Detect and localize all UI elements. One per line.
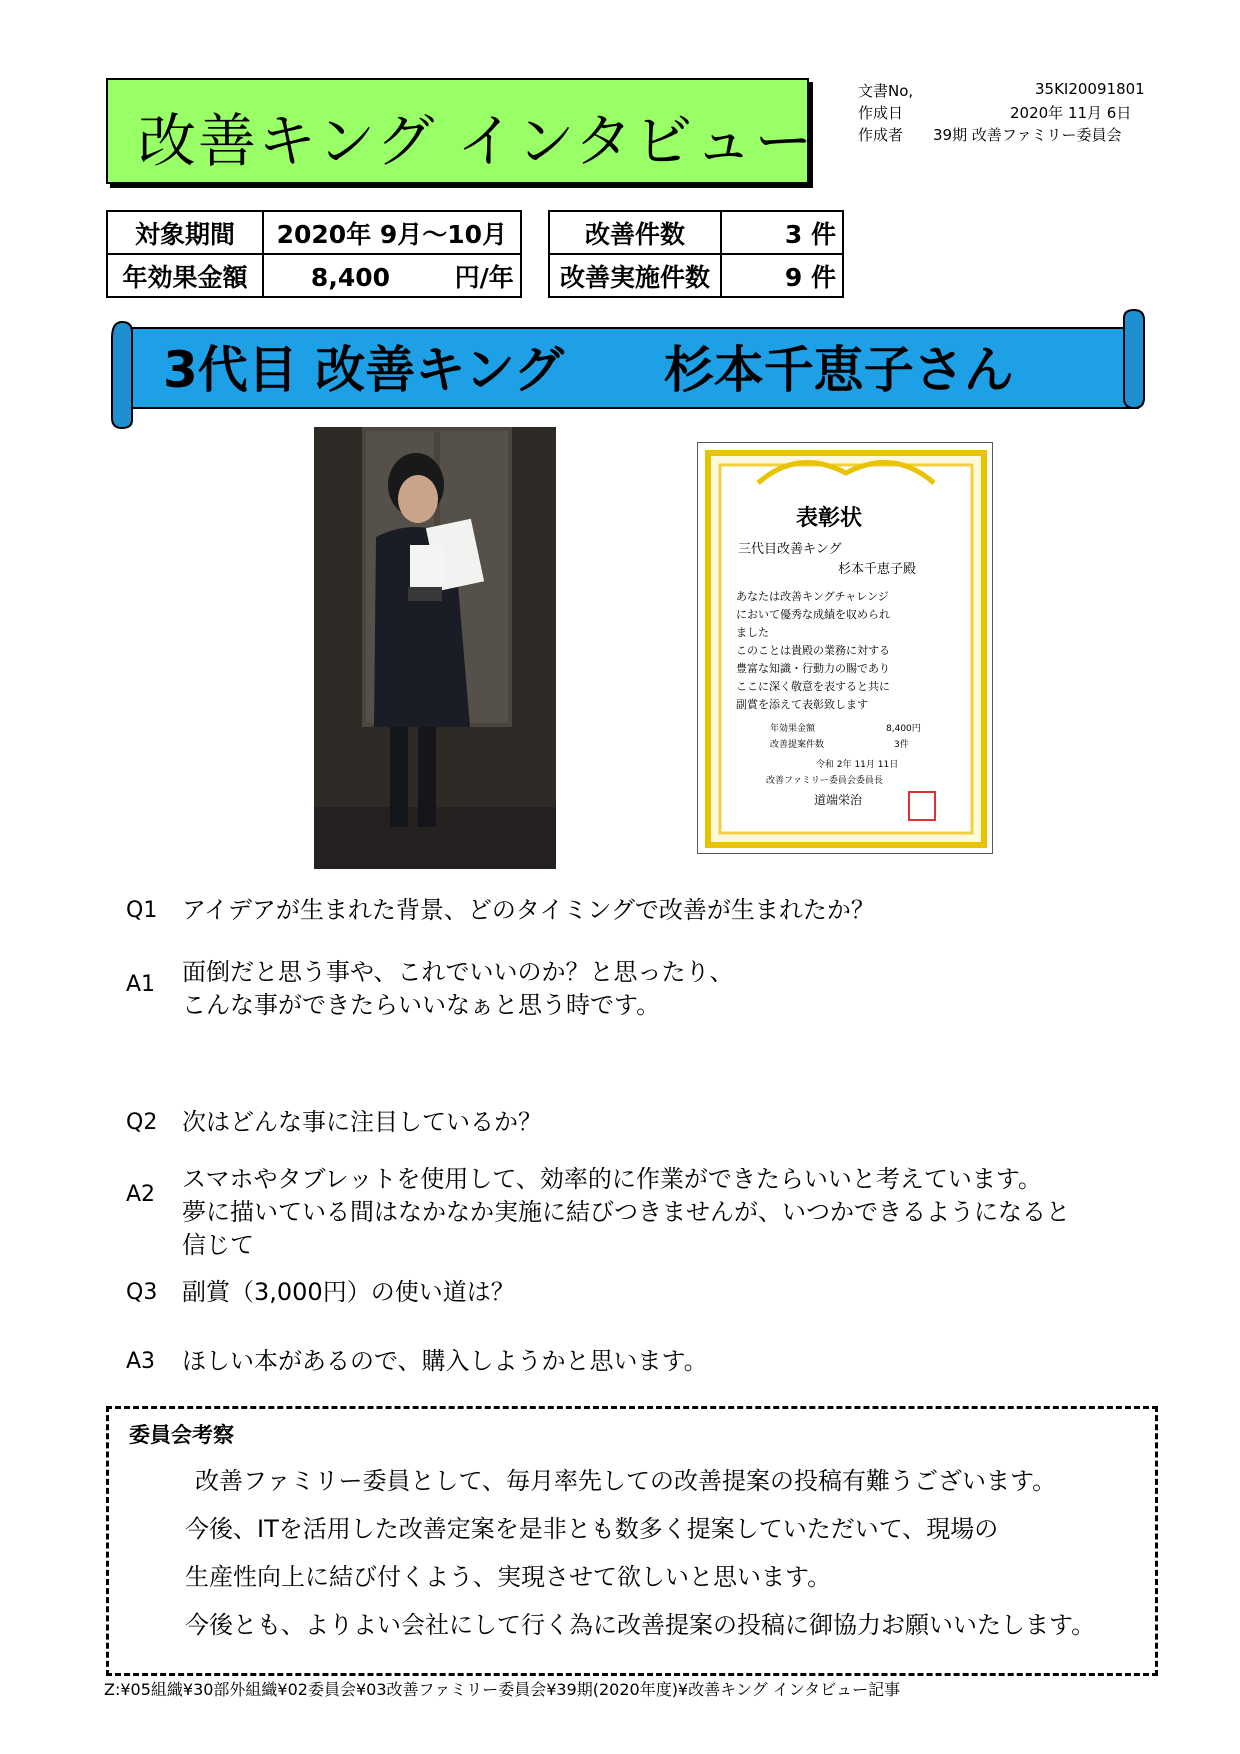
- doc-no-label: 文書No,: [858, 82, 914, 100]
- summary-table-right: [548, 210, 844, 298]
- cert-line1: 三代目改善キング: [738, 542, 842, 557]
- cert-body-line: ました: [736, 626, 769, 639]
- cert-body-line: このことは貴殿の業務に対する: [736, 644, 890, 657]
- committee-box: [106, 1406, 1158, 1676]
- qa-text: 次はどんな事に注目しているか？: [182, 1108, 542, 1136]
- qa-text: 夢に描いている間はなかなか実施に結びつきませんが、いつかできるようになると: [182, 1198, 1070, 1226]
- committee-line: 今後とも、よりよい会社にして行く為に改善提案の投稿に御協力お願いいたします。: [185, 1611, 1096, 1639]
- cert-body-line: あなたは改善キングチャレンジ: [736, 590, 889, 603]
- count-value: 3 件: [721, 211, 843, 254]
- award-certificate: [697, 442, 993, 854]
- committee-heading: 委員会考察: [129, 1423, 234, 1447]
- qa-text: スマホやタブレットを使用して、効率的に作業ができたらいいと考えています。: [182, 1165, 1042, 1193]
- count-label: 改善件数: [549, 211, 721, 254]
- qa-label: Q1: [126, 898, 158, 923]
- banner-text: 3代目 改善キング 杉本千恵子さん: [163, 341, 1014, 399]
- cert-body-line: 豊富な知識・行動力の賜であり: [736, 662, 890, 675]
- summary-table-left: [106, 210, 522, 298]
- created-label: 作成日: [858, 104, 904, 122]
- cert-body-line: 副賞を添えて表彰致します: [736, 698, 868, 711]
- cert-issuer: 改善ファミリー委員会委員長: [766, 776, 883, 786]
- effect-cell: [263, 254, 521, 297]
- committee-line: 生産性向上に結び付くよう、実現させて欲しいと思います。: [185, 1563, 832, 1591]
- cert-body: [736, 588, 890, 714]
- cert-count-label: 改善提案件数: [770, 740, 825, 750]
- page-title: 改善キング インタビュー: [138, 107, 815, 175]
- cert-line2: 杉本千恵子殿: [838, 562, 917, 577]
- committee-line: 改善ファミリー委員として、毎月率先しての改善提案の投稿有難うございます。: [195, 1467, 1057, 1495]
- photo-figure: [314, 427, 556, 869]
- qa-label: Q2: [126, 1110, 158, 1135]
- qa-label: Q3: [126, 1280, 158, 1305]
- cert-signer: 道端栄治: [814, 793, 863, 807]
- qa-label: A1: [126, 972, 156, 997]
- cert-date: 令和 2年 11月 11日: [816, 760, 899, 770]
- cert-title: 表彰状: [796, 506, 863, 531]
- effect-unit: 円/年: [454, 262, 514, 292]
- qa-text: ほしい本があるので、購入しようかと思います。: [182, 1347, 708, 1375]
- period-value: 2020年 9月～10月: [263, 211, 521, 254]
- impl-value: 9 件: [721, 254, 843, 297]
- author-value: 39期 改善ファミリー委員会: [933, 126, 1122, 144]
- cert-seal: [908, 791, 936, 821]
- file-path-footer: Z:¥05組織¥30部外組織¥02委員会¥03改善ファミリー委員会¥39期(2020年度)¥改善キング インタビュー記事: [104, 1680, 901, 1699]
- qa-text: 面倒だと思う事や、これでいいのか？と思ったり、: [182, 958, 734, 986]
- doc-no-value: 35KI20091801: [1035, 80, 1145, 98]
- cert-body-line: ここに深く敬意を表すると共に: [736, 680, 890, 693]
- cert-count-value: 3件: [894, 740, 909, 750]
- qa-text: アイデアが生まれた背景、どのタイミングで改善が生まれたか？: [182, 896, 875, 924]
- qa-label: A2: [126, 1182, 156, 1207]
- title-box: [106, 78, 815, 184]
- effect-label: 年効果金額: [107, 254, 263, 297]
- cert-body-line: において優秀な成績を収められ: [736, 608, 890, 621]
- committee-line: 今後、ITを活用した改善定案を是非とも数多く提案していただいて、現場の: [185, 1515, 999, 1543]
- qa-text: 副賞（3,000円）の使い道は？: [182, 1278, 515, 1306]
- author-label: 作成者: [858, 126, 904, 144]
- created-value: 2020年 11月 6日: [1010, 104, 1132, 122]
- qa-text: 信じて: [182, 1231, 254, 1259]
- impl-label: 改善実施件数: [549, 254, 721, 297]
- cert-effect-value: 8,400円: [886, 724, 921, 734]
- winner-photo: [314, 427, 556, 869]
- cert-effect-label: 年効果金額: [770, 724, 816, 734]
- qa-label: A3: [126, 1349, 156, 1374]
- effect-value: 8,400: [310, 262, 390, 292]
- king-banner: [108, 308, 1148, 430]
- period-label: 対象期間: [107, 211, 263, 254]
- qa-text: こんな事ができたらいいなぁと思う時です。: [182, 991, 661, 1019]
